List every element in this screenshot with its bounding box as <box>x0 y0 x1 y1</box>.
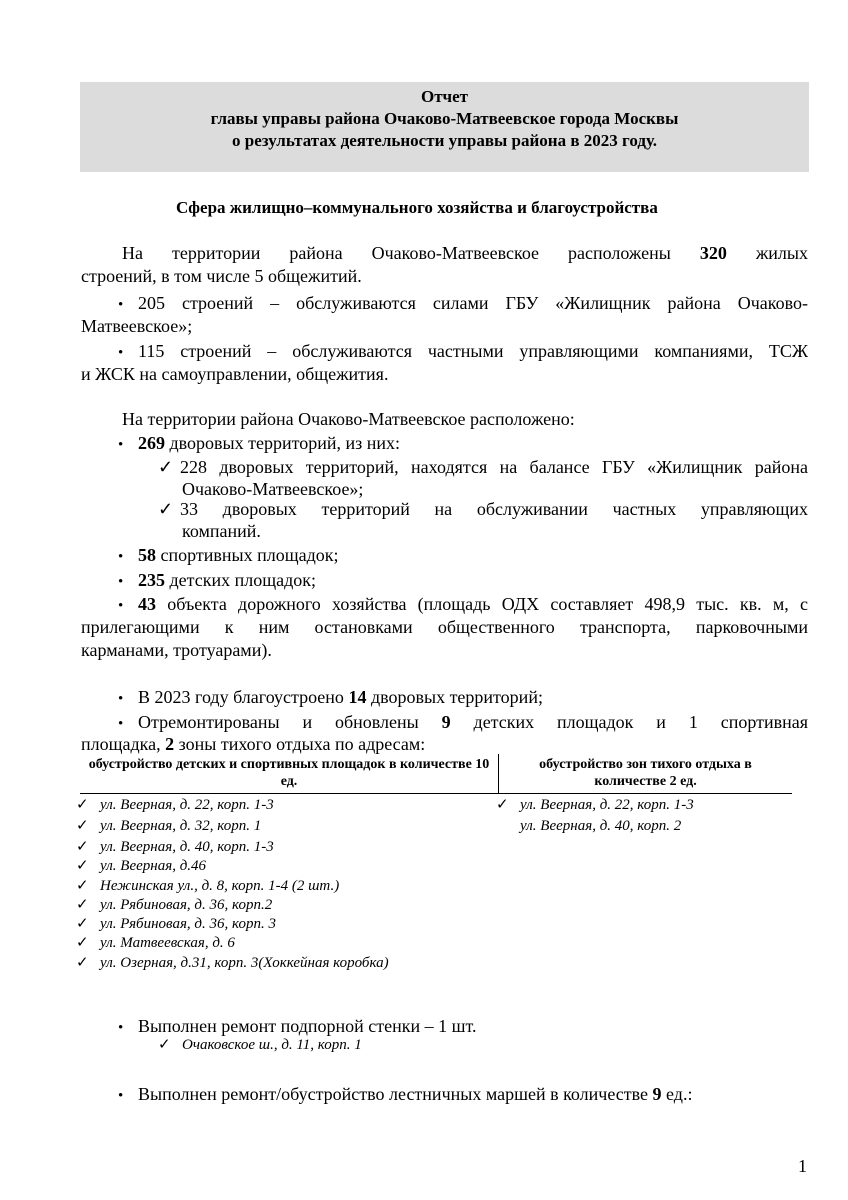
courtyards-sub2-line2: компаний. <box>182 521 261 541</box>
list-item: ✓ ул. Веерная, д. 22, корп. 1-3 <box>496 797 694 813</box>
check-icon: ✓ <box>158 499 174 519</box>
check-icon: ✓ <box>76 858 89 874</box>
list-item: ✓ ул. Рябиновая, д. 36, корп.2 <box>76 897 273 913</box>
addresses-table <box>80 754 792 794</box>
page-number: 1 <box>798 1156 807 1176</box>
para1-line2: строений, в том числе 5 общежитий. <box>81 266 362 286</box>
list-item: ул. Веерная, д. 40, корп. 2 <box>520 818 682 834</box>
bullet-icon: • <box>118 574 124 590</box>
roads-line3: карманами, тротуарами). <box>81 640 272 660</box>
list-item: ✓ ул. Веерная, д.46 <box>76 858 207 874</box>
check-icon: ✓ <box>76 935 89 951</box>
courtyards-item: • 269 дворовых территорий, из них: <box>118 432 400 456</box>
roads-line1: • 43 объекта дорожного хозяйства (площадь ОДХ составляет 498,9 тыс. кв. м, с <box>118 593 808 617</box>
bullet-115-line2: и ЖСК на самоуправлении, общежития. <box>81 364 389 384</box>
list-item: ✓ Нежинская ул., д. 8, корп. 1-4 (2 шт.) <box>76 878 340 894</box>
list-item: ✓ ул. Веерная, д. 40, корп. 1-3 <box>76 839 274 855</box>
bullet-205-line2: Матвеевское»; <box>81 316 193 336</box>
roads-line2: прилегающими к ним остановками общественного транспорта, парковочными <box>81 617 808 637</box>
report-title-line3: о результатах деятельности управы района в 2023 году. <box>232 131 657 150</box>
courtyards-sub1-line2: Очаково-Матвеевское»; <box>182 479 364 499</box>
check-icon: ✓ <box>158 457 174 477</box>
report-title-line2: главы управы района Очаково-Матвеевское города Москвы <box>210 109 679 128</box>
list-item: ✓ ул. Веерная, д. 32, корп. 1 <box>76 818 262 834</box>
bullet-icon: • <box>118 345 124 361</box>
bullet-icon: • <box>118 1020 124 1036</box>
bullet-icon: • <box>118 691 124 707</box>
sports-item: • 58 спортивных площадок; <box>118 544 338 568</box>
repaired-line1: • Отремонтированы и обновлены 9 детских площадок и 1 спортивная <box>118 711 808 735</box>
report-title-line1: Отчет <box>420 87 469 106</box>
courtyards-sub1-line1: ✓ 228 дворовых территорий, находятся на балансе ГБУ «Жилищник района <box>158 457 808 477</box>
bullet-205-line1: • 205 строений – обслуживаются силами ГБУ «Жилищник района Очаково- <box>118 292 808 316</box>
check-icon: ✓ <box>76 818 89 834</box>
table-header-playgrounds: обустройство детских и спортивных площадок в количестве 10 ед. <box>80 754 499 794</box>
check-icon: ✓ <box>76 897 89 913</box>
para2: На территории района Очаково-Матвеевское расположено: <box>122 409 575 429</box>
bullet-icon: • <box>118 549 124 565</box>
wall-repair-address: ✓ Очаковское ш., д. 11, корп. 1 <box>158 1037 362 1053</box>
report-title-block <box>80 82 809 172</box>
check-icon: ✓ <box>158 1037 171 1053</box>
para1-line1: На территории района Очаково-Матвеевское расположены 320 жилых <box>122 243 808 263</box>
table-header-quiet-zones: обустройство зон тихого отдыха в количестве 2 ед. <box>499 754 793 794</box>
check-icon: ✓ <box>76 955 89 971</box>
bullet-115-line1: • 115 строений – обслуживаются частными управляющими компаниями, ТСЖ <box>118 340 808 364</box>
check-icon: ✓ <box>76 916 89 932</box>
list-item: ✓ ул. Рябиновая, д. 36, корп. 3 <box>76 916 276 932</box>
bullet-icon: • <box>118 716 124 732</box>
courtyards-sub2-line1: ✓ 33 дворовых территорий на обслуживании частных управляющих <box>158 499 808 519</box>
check-icon: ✓ <box>76 797 89 813</box>
check-icon: ✓ <box>496 797 509 813</box>
bullet-icon: • <box>118 297 124 313</box>
list-item: ✓ ул. Веерная, д. 22, корп. 1-3 <box>76 797 274 813</box>
check-icon: ✓ <box>76 878 89 894</box>
repaired-line2: площадка, 2 зоны тихого отдыха по адресам: <box>81 734 426 754</box>
bullet-icon: • <box>118 1088 124 1104</box>
stairs-item: • Выполнен ремонт/обустройство лестничных маршей в количестве 9 ед.: <box>118 1083 692 1107</box>
kids-item: • 235 детских площадок; <box>118 569 316 593</box>
section-heading: Сфера жилищно–коммунального хозяйства и благоустройства <box>176 198 658 217</box>
list-item: ✓ ул. Озерная, д.31, корп. 3(Хоккейная коробка) <box>76 955 389 971</box>
bullet-icon: • <box>118 598 124 614</box>
wall-repair-item: • Выполнен ремонт подпорной стенки – 1 шт. <box>118 1015 477 1039</box>
bullet-icon: • <box>118 437 124 453</box>
check-icon: ✓ <box>76 839 89 855</box>
improved-item: • В 2023 году благоустроено 14 дворовых территорий; <box>118 686 543 710</box>
list-item: ✓ ул. Матвеевская, д. 6 <box>76 935 235 951</box>
